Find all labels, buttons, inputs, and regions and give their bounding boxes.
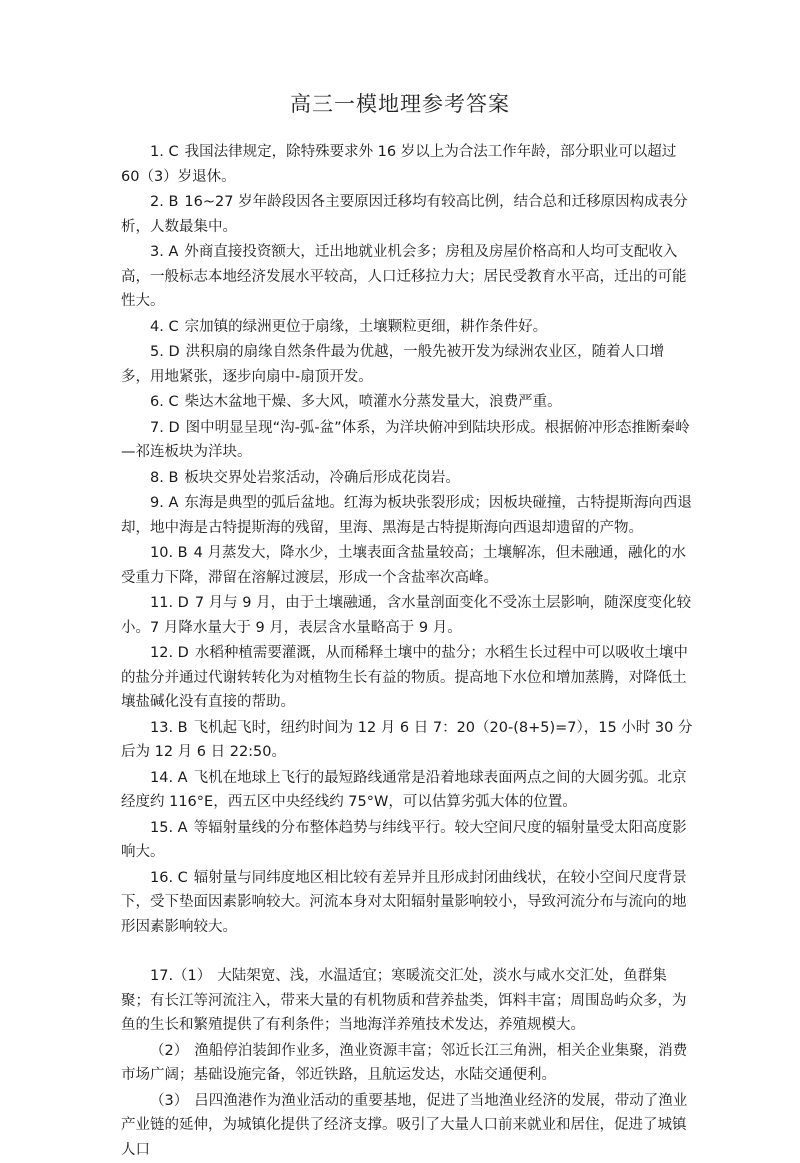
document-title: 高三一模地理参考答案: [290, 92, 510, 116]
answer-number: 11. D: [150, 595, 189, 611]
answer-number: 17.（1）: [150, 968, 212, 984]
answer-text: 柴达木盆地干燥、多大风，喷灌水分蒸发量大，浪费严重。: [184, 394, 562, 410]
answer-item: [121, 816, 693, 865]
answer-number: 10. B: [150, 545, 188, 561]
answer-item: [121, 866, 693, 940]
answer-text: 水稻种植需要灌溉，从而稀释土壤中的盐分；水稻生长过程中可以吸收土壤中的盐分并通过代谢转转化为对植物生长有益的物质。提高地下水位和增加蒸腾，对降低土壤盐碱化没有直接的帮助。: [121, 645, 688, 710]
answer-number: 16. C: [150, 869, 188, 886]
answer-item: [121, 190, 693, 239]
answer-text: 吕四渔港作为渔业活动的重要基地，促进了当地渔业经济的发展，带动了渔业产业链的延伸，为城镇化提供了经济支撑。吸引了大量人口前来就业和居住，促进了城镇人口: [121, 1092, 688, 1158]
answer-number: 7. D: [150, 419, 180, 436]
answer-number: 9. A: [150, 495, 179, 511]
answer-number: （3）: [150, 1092, 189, 1109]
answer-item: [121, 140, 693, 189]
answer-number: 3. A: [150, 244, 179, 260]
answer-text: 等辐射量线的分布整体趋势与纬线平行。较大空间尺度的辐射量受太阳高度影响大。: [121, 819, 687, 860]
answer-item: [121, 340, 693, 389]
answer-number: 5. D: [150, 344, 180, 360]
essay-answer-item: [121, 964, 693, 1038]
answer-item: [121, 641, 693, 715]
answer-item: [121, 591, 693, 640]
answer-body: [121, 140, 693, 1163]
answer-text: 飞机起飞时，纽约时间为 12 月 6 日 7：20（20-(8+5)=7），15 小时 30 分后为 12 月 6 日 22:50。: [121, 719, 693, 760]
answer-item: [121, 491, 693, 540]
answer-text: 渔船停泊装卸作业多，渔业资源丰富；邻近长江三角洲，相关企业集聚，消费市场广阔；基础设施完备，邻近铁路，且航运发达，水陆交通便利。: [121, 1042, 688, 1083]
answer-number: 12. D: [150, 645, 189, 661]
answer-text: 飞机在地球上飞行的最短路线通常是沿着地球表面两点之间的大圆劣弧。北京经度约 116°E，西五区中央经线约 75°W，可以估算劣弧大体的位置。: [121, 769, 687, 810]
answer-item: [121, 315, 693, 340]
answer-item: [121, 390, 693, 415]
essay-answer-item: [121, 1039, 693, 1088]
answer-number: 14. A: [150, 769, 188, 786]
answer-text: 洪积扇的扇缘自然条件最为优越，一般先被开发为绿洲农业区，随着人口增多，用地紧张，逐步向扇中-扇顶开发。: [121, 344, 665, 385]
answer-number: 6. C: [150, 394, 179, 410]
answer-number: 13. B: [150, 719, 188, 736]
answer-number: （2）: [150, 1042, 189, 1059]
answer-item: [121, 766, 693, 815]
answer-item: [121, 541, 693, 590]
answer-text: 我国法律规定，除特殊要求外 16 岁以上为合法工作年龄，部分职业可以超过 60（3）岁退休。: [121, 144, 677, 185]
answer-text: 辐射量与同纬度地区相比较有差异并且形成封闭曲线状，在较小空间尺度背景下，受下垫面因素影响较大。河流本身对太阳辐射量影响较小，导致河流分布与流向的地形因素影响较大。: [121, 869, 687, 935]
answer-text: 外商直接投资额大，迁出地就业机会多；房租及房屋价格高和人均可支配收入高，一般标志本地经济发展水平较高，人口迁移拉力大；居民受教育水平高，迁出的可能性大。: [121, 244, 687, 309]
answer-text: 板块交界处岩浆活动，冷确后形成花岗岩。: [184, 469, 460, 486]
answer-item: [121, 240, 693, 314]
answer-number: 8. B: [150, 469, 179, 486]
answer-item: [121, 416, 693, 465]
answer-text: 16~27 岁年龄段因各主要原因迁移均有较高比例，结合总和迁移原因构成表分析，人数最集中。: [121, 194, 688, 235]
answer-number: 4. C: [150, 318, 179, 335]
question-17-answers: [121, 964, 693, 1162]
answer-text: 图中明显呈现“沟-弧-盆”体系，为洋块俯冲到陆块形成。根据俯冲形态推断秦岭—祁连板块为洋块。: [121, 419, 690, 460]
answer-number: 15. A: [150, 819, 188, 836]
essay-answer-item: [121, 1089, 693, 1163]
answer-item: [121, 466, 693, 491]
answer-number: 1. C: [150, 144, 179, 160]
answer-text: 7 月与 9 月，由于土壤融通，含水量剖面变化不受冻土层影响，随深度变化较小。7 月降水量大于 9 月，表层含水量略高于 9 月。: [121, 595, 692, 636]
multiple-choice-answers: [121, 140, 693, 939]
answer-text: 大陆架宽、浅，水温适宜；寒暖流交汇处，淡水与咸水交汇处，鱼群集聚；有长江等河流注入，带来大量的有机物质和营养盐类，饵料丰富；周围岛屿众多，为鱼的生长和繁殖提供了有利条件；当地海洋养殖技术发达，养殖规模大。: [121, 968, 687, 1033]
section-spacer: [121, 940, 693, 964]
answer-item: [121, 716, 693, 765]
answer-number: 2. B: [150, 194, 179, 210]
answer-text: 4 月蒸发大，降水少，土壤表面含盐量较高；土壤解冻，但未融通，融化的水受重力下降，滞留在溶解过渡层，形成一个含盐率次高峰。: [121, 545, 686, 586]
answer-text: 东海是典型的弧后盆地。红海为板块张裂形成；因板块碰撞，古特提斯海向西退却，地中海是古特提斯海的残留，里海、黑海是古特提斯海向西退却遗留的产物。: [121, 495, 692, 536]
answer-text: 宗加镇的绿洲更位于扇缘，土壤颗粒更细，耕作条件好。: [184, 318, 548, 335]
